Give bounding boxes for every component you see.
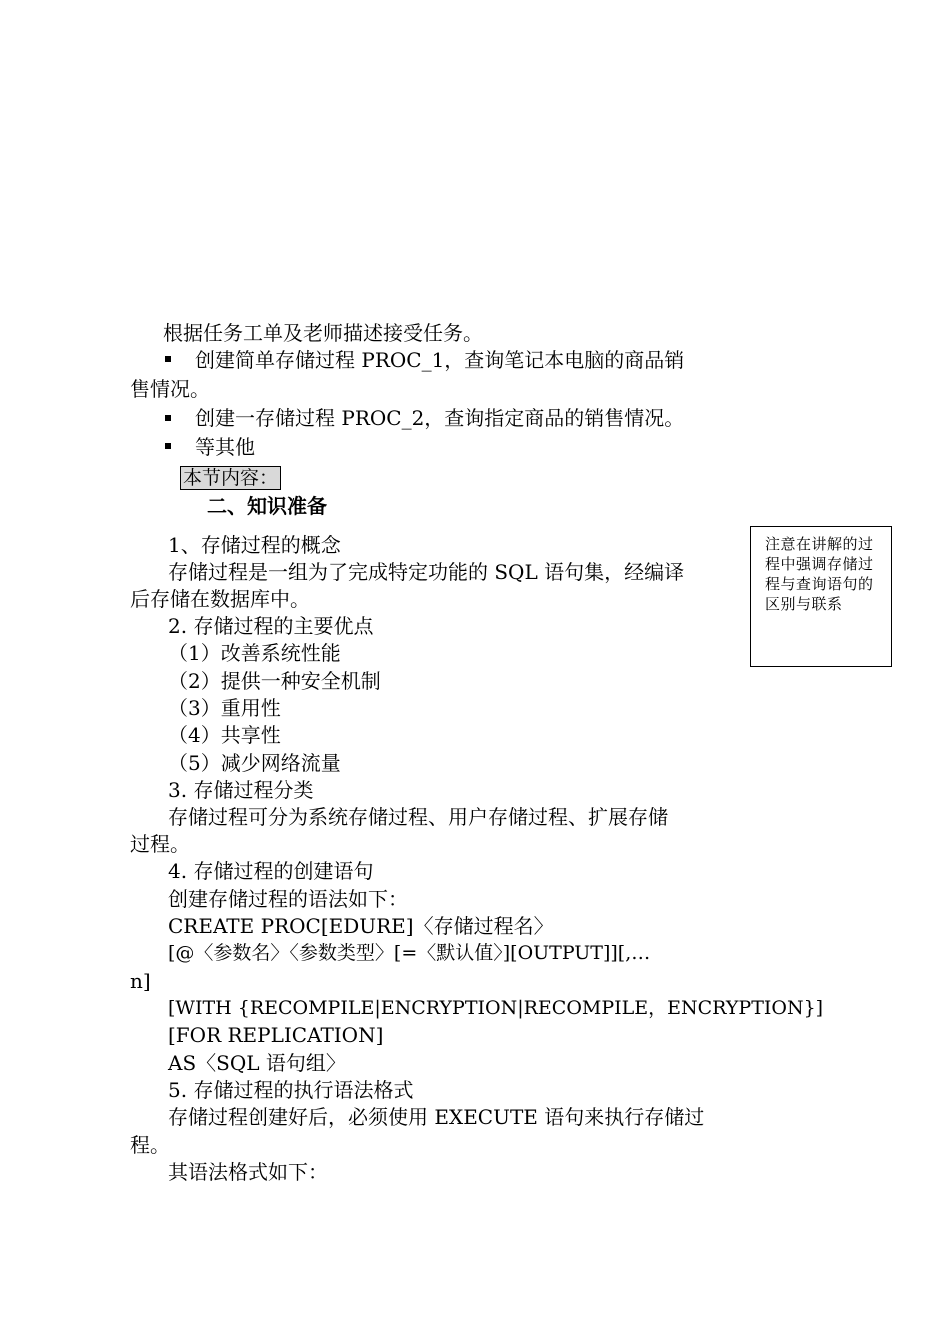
- content-line: 5. 存储过程的执行语法格式: [168, 1078, 414, 1102]
- code-line: [@〈参数名〉〈参数类型〉[=〈默认值〉][OUTPUT]][,…: [168, 942, 651, 964]
- content-line: （1）改善系统性能: [168, 641, 341, 665]
- content-line: 4. 存储过程的创建语句: [168, 859, 374, 883]
- bullet-icon: [165, 356, 171, 362]
- task-bullet-3: 等其他: [195, 435, 255, 459]
- content-line: （4）共享性: [168, 723, 281, 747]
- task-bullet-1: 创建简单存储过程 PROC_1，查询笔记本电脑的商品销: [195, 348, 685, 372]
- content-line: 存储过程是一组为了完成特定功能的 SQL 语句集，经编译: [168, 560, 685, 584]
- bullet-icon: [165, 415, 171, 421]
- content-line: 存储过程可分为系统存储过程、用户存储过程、扩展存储: [168, 805, 668, 829]
- task-bullet-2: 创建一存储过程 PROC_2，查询指定商品的销售情况。: [195, 406, 685, 430]
- content-line: 3. 存储过程分类: [168, 778, 314, 802]
- code-line: CREATE PROC[EDURE]〈存储过程名〉: [168, 914, 554, 938]
- code-line: n]: [130, 969, 151, 993]
- content-line: 存储过程创建好后，必须使用 EXECUTE 语句来执行存储过: [168, 1105, 705, 1129]
- section-label-box: 本节内容：: [180, 466, 281, 490]
- code-line: [WITH {RECOMPILE|ENCRYPTION|RECOMPILE，ENCRYPTION}]: [168, 997, 824, 1019]
- content-line: （5）减少网络流量: [168, 751, 341, 775]
- content-line: 程。: [130, 1133, 170, 1157]
- content-line: （2）提供一种安全机制: [168, 669, 381, 693]
- content-line: 2. 存储过程的主要优点: [168, 614, 374, 638]
- content-line: 过程。: [130, 832, 190, 856]
- content-line: 后存储在数据库中。: [130, 587, 310, 611]
- code-line: AS〈SQL 语句组〉: [168, 1051, 346, 1075]
- section-title: 二、知识准备: [207, 494, 327, 518]
- bullet-icon: [165, 443, 171, 449]
- code-line: [FOR REPLICATION]: [168, 1023, 384, 1047]
- side-note-box: 注意在讲解的过程中强调存储过程与查询语句的区别与联系: [750, 526, 892, 667]
- content-line: 1、存储过程的概念: [168, 533, 341, 557]
- content-line: 创建存储过程的语法如下：: [168, 887, 408, 911]
- content-line: （3）重用性: [168, 696, 281, 720]
- task-intro: 根据任务工单及老师描述接受任务。: [163, 321, 483, 345]
- content-line: 其语法格式如下：: [168, 1160, 328, 1184]
- task-bullet-1-cont: 售情况。: [130, 377, 210, 401]
